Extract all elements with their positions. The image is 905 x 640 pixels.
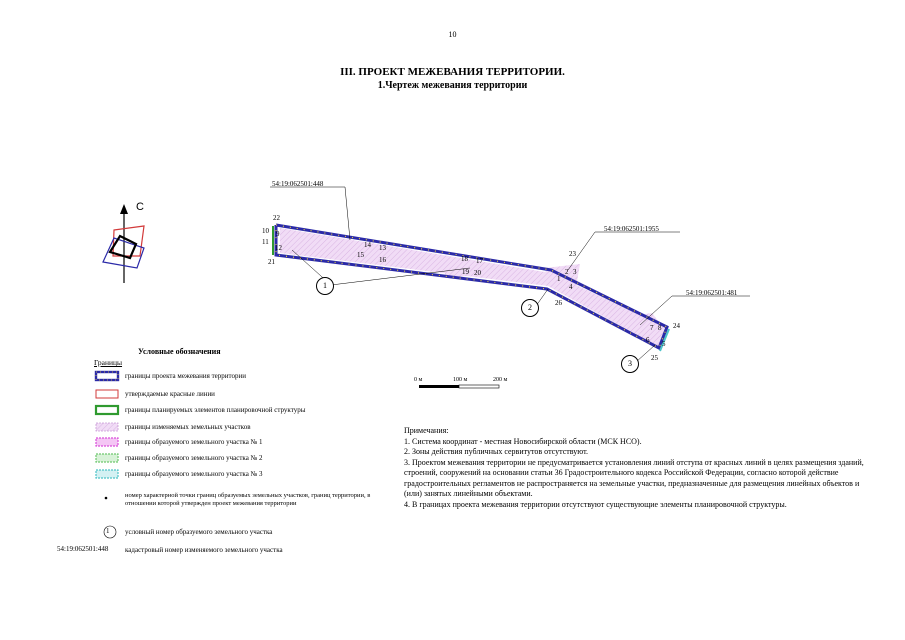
cadastral-label-1955: 54:19:062501:1955 xyxy=(604,225,659,233)
legend-item-cadastral: кадастровый номер изменяемого земельного участка xyxy=(125,546,283,554)
legend-item-parcel-1: границы образуемого земельного участка № 1 xyxy=(125,438,263,446)
point-number: 4 xyxy=(569,283,573,291)
notes-heading: Примечания: xyxy=(404,426,449,435)
point-number: 25 xyxy=(651,354,658,362)
scale-bar xyxy=(419,385,499,388)
point-number: 20 xyxy=(474,269,481,277)
point-number: 16 xyxy=(379,256,386,264)
legend-subtitle: Границы xyxy=(94,358,123,367)
point-number: 11 xyxy=(262,238,269,246)
point-number: 3 xyxy=(573,268,577,276)
point-number: 22 xyxy=(273,214,280,222)
point-number: 23 xyxy=(569,250,576,258)
parcel-circle-3: 3 xyxy=(621,355,639,373)
note-item: 2. Зоны действия публичных сервитутов отсутствуют. xyxy=(404,447,589,456)
legend-symbols xyxy=(96,372,118,538)
point-number: 1 xyxy=(557,275,561,283)
point-number: 21 xyxy=(268,258,275,266)
point-number: 10 xyxy=(262,227,269,235)
point-number: 13 xyxy=(379,244,386,252)
point-number: 9 xyxy=(276,230,280,238)
note-item: 3. Проектом межевания территории не предусматривается установления линий отступа от красных линий в целях размещения зданий, строений, сооружений на основании статьи 36 Градостроительного кодекса Российской Федерации, согласно которой действие градостроительных регламентов не распространяется на земельные участки, предназначенные для размещения линейных объектов и (или) занятых линейными объектами. xyxy=(404,457,864,498)
changed-parcels xyxy=(280,228,665,350)
legend-item-red-lines: утверждаемые красные линии xyxy=(125,390,215,398)
north-label: С xyxy=(136,201,144,213)
cadastral-label-448: 54:19:062501:448 xyxy=(272,180,324,188)
point-number: 15 xyxy=(357,251,364,259)
page-number: 10 xyxy=(448,30,457,39)
legend-cadastral-sample: 54:19:062501:448 xyxy=(57,545,109,553)
note-item: 1. Система координат - местная Новосибирской области (МСК НСО). xyxy=(404,436,642,446)
point-number: 8 xyxy=(658,324,662,332)
point-number: 24 xyxy=(673,322,680,330)
legend-item-project-boundary: границы проекта межевания территории xyxy=(125,372,246,380)
scale-label-200: 200 м xyxy=(493,377,508,383)
point-number: 18 xyxy=(461,255,468,263)
point-number: 2 xyxy=(565,268,569,276)
cadastral-label-481: 54:19:062501:481 xyxy=(686,289,738,297)
page-title: III. ПРОЕКТ МЕЖЕВАНИЯ ТЕРРИТОРИИ. xyxy=(340,66,565,78)
point-number: 19 xyxy=(462,268,469,276)
legend-item-changed-parcels: границы изменяемых земельных участков xyxy=(125,423,251,431)
legend-circle-sample: 1 xyxy=(106,527,110,535)
point-number: 17 xyxy=(476,257,483,265)
point-number: 14 xyxy=(364,241,371,249)
scale-label-0: 0 м xyxy=(414,377,423,383)
point-number: 6 xyxy=(646,336,650,344)
point-number: 5 xyxy=(662,340,666,348)
legend-item-point-number: номер характерной точки границ образуемых земельных участков, границ территории, в отношении которой утвержден проект межевания территории xyxy=(125,492,371,507)
point-number: 7 xyxy=(650,324,654,332)
notes-block xyxy=(404,426,864,510)
legend-title: Условные обозначения xyxy=(138,347,221,356)
page-subtitle: 1.Чертеж межевания территории xyxy=(377,80,528,91)
legend-item-circle: условный номер образуемого земельного участка xyxy=(125,528,273,536)
scale-label-100: 100 м xyxy=(453,377,468,383)
parcel-circle-1: 1 xyxy=(316,277,334,295)
legend-item-plan-structure: границы планируемых элементов планировочной структуры xyxy=(125,406,306,414)
point-number: 26 xyxy=(555,299,562,307)
note-item: 4. В границах проекта межевания территории отсутствуют существующие элементы планировочной структуры. xyxy=(404,499,787,509)
north-arrow xyxy=(103,204,144,283)
legend-item-parcel-2: границы образуемого земельного участка № 2 xyxy=(125,454,263,462)
legend-item-parcel-3: границы образуемого земельного участка № 3 xyxy=(125,470,263,478)
parcel-circle-2: 2 xyxy=(521,299,539,317)
point-number: 12 xyxy=(275,244,282,252)
